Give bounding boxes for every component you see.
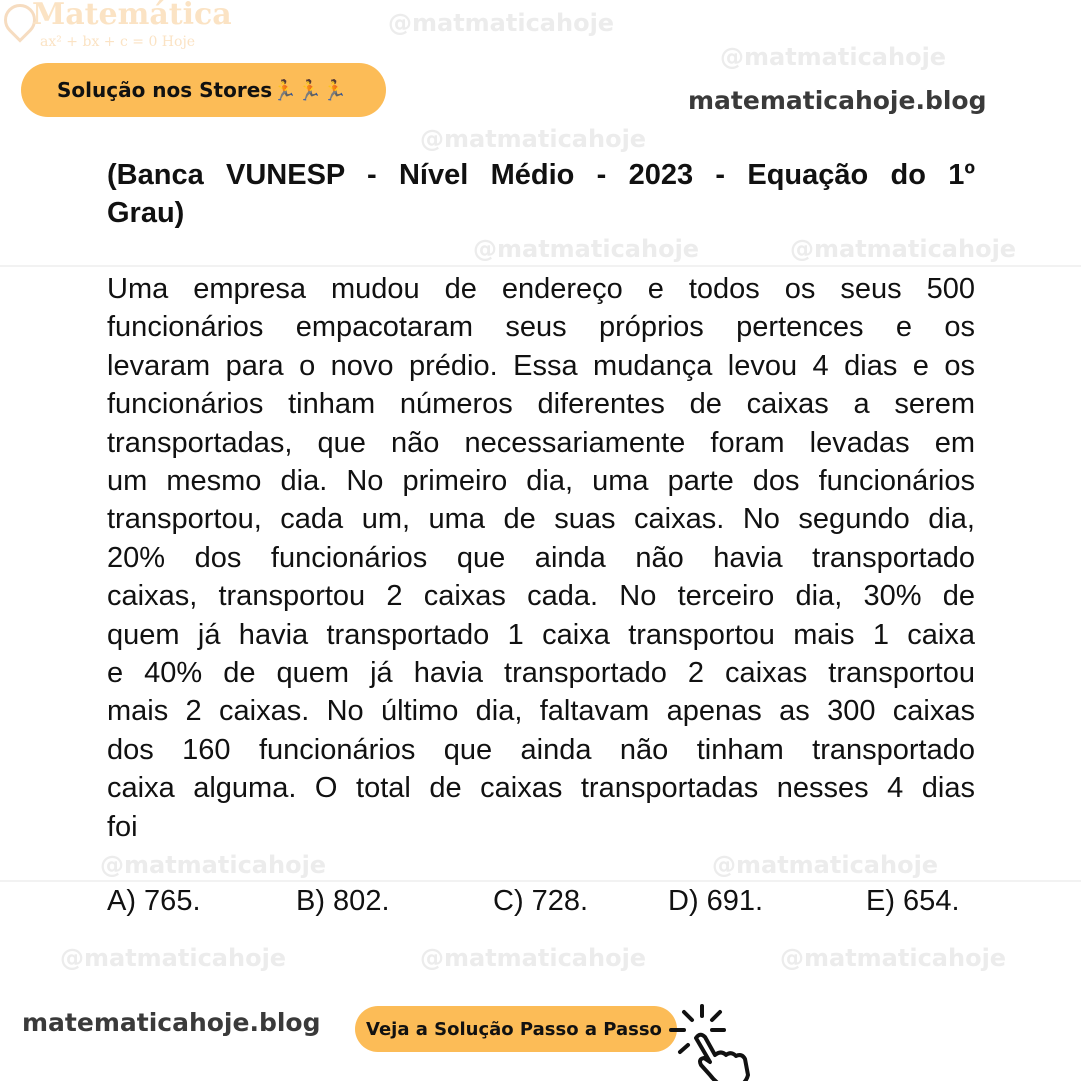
option-c[interactable]: C) 728.: [493, 885, 589, 917]
title-line: Grau): [107, 197, 185, 229]
body-line: caixas, transportou 2 caixas cada. No terceiro dia, 30% de: [107, 580, 975, 613]
body-line: caixa alguma. O total de caixas transportadas nesses 4 dias: [107, 772, 975, 805]
body-line: foi: [107, 810, 138, 843]
pointing-hand-icon: [668, 1000, 758, 1081]
watermark: @matmaticahoje: [790, 235, 1017, 263]
body-line: mais 2 caixas. No último dia, faltavam apenas as 300 caixas: [107, 695, 975, 728]
watermark: @matmaticahoje: [780, 944, 1007, 972]
body-line: transportadas, que não necessariamente foram levadas em: [107, 426, 975, 459]
option-b[interactable]: B) 802.: [296, 885, 390, 917]
logo: [2, 0, 232, 56]
footer-site-url[interactable]: matematicahoje.blog: [22, 1008, 321, 1037]
body-line: transportou, cada um, uma de suas caixas. No segundo dia,: [107, 503, 975, 536]
logo-subtitle: ax² + bx + c = 0 Hoje: [40, 34, 196, 50]
option-e[interactable]: E) 654.: [866, 885, 960, 917]
body-line: 20% dos funcionários que ainda não havia transportado: [107, 541, 975, 574]
watermark: @matmaticahoje: [100, 851, 327, 879]
divider: [0, 880, 1081, 882]
body-line: um mesmo dia. No primeiro dia, uma parte dos funcionários: [107, 465, 975, 498]
stores-button[interactable]: Solução nos Stores🏃🏃🏃: [21, 63, 386, 117]
watermark: @matmaticahoje: [420, 125, 647, 153]
body-line: levaram para o novo prédio. Essa mudança levou 4 dias e os: [107, 349, 975, 382]
body-line: Uma empresa mudou de endereço e todos os seus 500: [107, 273, 975, 305]
title-line: (Banca VUNESP - Nível Médio - 2023 - Equação do 1º: [107, 159, 975, 191]
body-line: dos 160 funcionários que ainda não tinham transportado: [107, 733, 975, 766]
watermark: @matmaticahoje: [60, 944, 287, 972]
divider: [0, 265, 1081, 267]
watermark: @matmaticahoje: [473, 235, 700, 263]
watermark: @matmaticahoje: [388, 9, 615, 37]
option-d[interactable]: D) 691.: [668, 885, 764, 917]
watermark: @matmaticahoje: [420, 944, 647, 972]
logo-title: Matemática: [32, 0, 232, 32]
watermark: @matmaticahoje: [720, 43, 947, 71]
option-a[interactable]: A) 765.: [107, 885, 201, 917]
body-line: e 40% de quem já havia transportado 2 caixas transportou: [107, 657, 975, 690]
watermark: @matmaticahoje: [712, 851, 939, 879]
body-line: funcionários empacotaram seus próprios pertences e os: [107, 311, 975, 344]
question-title: [107, 156, 975, 232]
site-url[interactable]: matematicahoje.blog: [688, 86, 987, 115]
question-body: [107, 270, 975, 846]
body-line: funcionários tinham números diferentes de caixas a serem: [107, 388, 975, 421]
solution-button[interactable]: Veja a Solução Passo a Passo: [355, 1006, 677, 1052]
body-line: quem já havia transportado 1 caixa transportou mais 1 caixa: [107, 618, 975, 651]
